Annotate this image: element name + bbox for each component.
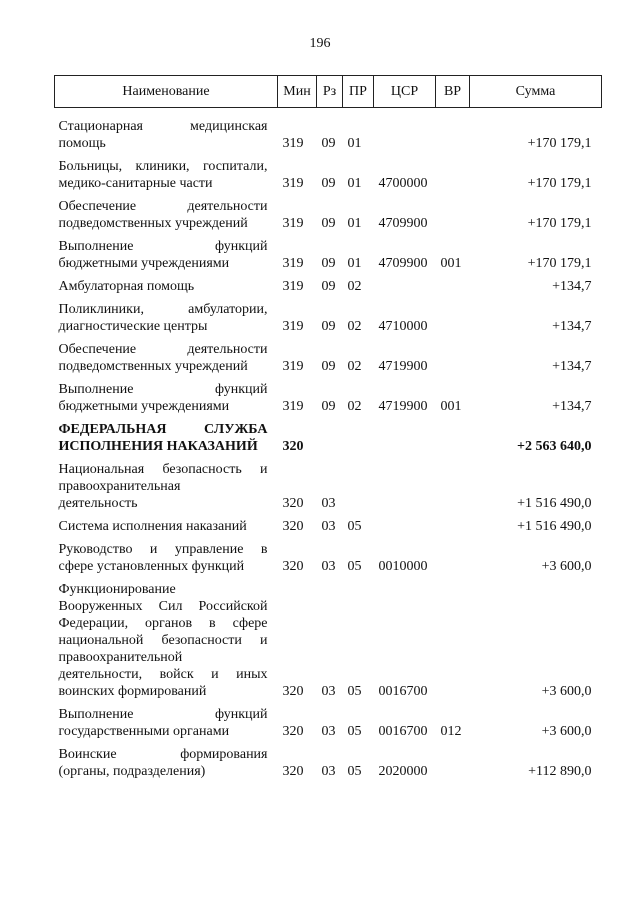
row-name-line: Система исполнения наказаний <box>58 519 247 534</box>
cell-vr <box>436 575 470 700</box>
cell-min: 320 <box>282 439 304 454</box>
row-name-line: Национальная безопасность и <box>58 462 268 477</box>
row-name-line: бюджетными учреждениями <box>58 256 230 271</box>
cell-pr: 01 <box>347 176 362 191</box>
cell-rz: 09 <box>321 176 336 191</box>
cell-rz: 03 <box>321 559 336 574</box>
cell-min: 319 <box>282 399 304 414</box>
cell-min: 319 <box>282 279 304 294</box>
cell-csr <box>374 512 436 535</box>
row-name <box>55 108 278 153</box>
cell-vr <box>436 108 470 153</box>
cell-sum: +1 516 490,0 <box>517 519 592 534</box>
table-row <box>55 740 602 780</box>
cell-rz: 09 <box>321 216 336 231</box>
cell-vr <box>436 455 470 512</box>
table-row <box>55 152 602 192</box>
cell-pr: 02 <box>347 279 362 294</box>
table-row <box>55 415 602 455</box>
cell-min: 319 <box>282 256 304 271</box>
header-csr: ЦСР <box>374 76 436 108</box>
row-name-line: государственными органами <box>58 724 230 739</box>
table-row <box>55 192 602 232</box>
cell-min: 320 <box>282 559 304 574</box>
row-name-line: ИСПОЛНЕНИЯ НАКАЗАНИЙ <box>58 439 258 454</box>
table-body <box>55 108 602 781</box>
cell-min: 319 <box>282 359 304 374</box>
row-name-line: бюджетными учреждениями <box>58 399 230 414</box>
row-name <box>55 575 278 700</box>
row-name-line: Амбулаторная помощь <box>58 279 195 294</box>
cell-pr: 02 <box>347 399 362 414</box>
row-name-line: Поликлиники, амбулатории, <box>58 302 268 317</box>
cell-min: 320 <box>282 724 304 739</box>
row-name-line: Стационарная медицинская <box>58 119 268 134</box>
table-row <box>55 232 602 272</box>
cell-min: 319 <box>282 216 304 231</box>
header-sum: Сумма <box>470 76 602 108</box>
row-name-line: деятельности, войск и иных <box>58 667 268 682</box>
row-name-line: Воинские формирования <box>58 747 268 762</box>
cell-vr: 012 <box>440 724 462 739</box>
cell-rz: 09 <box>321 399 336 414</box>
page-number: 196 <box>309 36 331 51</box>
cell-csr: 4719900 <box>378 399 428 414</box>
cell-csr: 4700000 <box>378 176 428 191</box>
cell-csr: 4719900 <box>378 359 428 374</box>
cell-rz: 03 <box>321 764 336 779</box>
cell-rz <box>317 415 343 455</box>
cell-pr: 02 <box>347 359 362 374</box>
cell-sum: +170 179,1 <box>527 136 592 151</box>
table-row <box>55 700 602 740</box>
row-name-line: Выполнение функций <box>58 707 268 722</box>
cell-csr: 4710000 <box>378 319 428 334</box>
cell-rz: 09 <box>321 256 336 271</box>
row-name <box>55 232 278 272</box>
cell-min: 320 <box>282 496 304 511</box>
budget-table <box>54 75 602 780</box>
cell-vr <box>436 535 470 575</box>
cell-min: 319 <box>282 176 304 191</box>
row-name-line: (органы, подразделения) <box>58 764 206 779</box>
table-row <box>55 535 602 575</box>
row-name-line: деятельность <box>58 496 138 511</box>
row-name <box>55 535 278 575</box>
cell-pr <box>343 455 374 512</box>
cell-rz: 09 <box>321 279 336 294</box>
cell-rz: 03 <box>321 496 336 511</box>
cell-pr: 05 <box>347 559 362 574</box>
table-row <box>55 272 602 295</box>
table-row <box>55 455 602 512</box>
row-name <box>55 455 278 512</box>
cell-rz: 09 <box>321 359 336 374</box>
row-name-line: ФЕДЕРАЛЬНАЯ СЛУЖБА <box>58 422 268 437</box>
cell-sum: +3 600,0 <box>541 724 592 739</box>
row-name-line: Функционирование <box>58 582 176 597</box>
cell-vr: 001 <box>440 399 462 414</box>
row-name-line: медико-санитарные части <box>58 176 213 191</box>
row-name-line: помощь <box>58 136 106 151</box>
cell-sum: +170 179,1 <box>527 176 592 191</box>
cell-sum: +170 179,1 <box>527 216 592 231</box>
cell-csr <box>374 108 436 153</box>
cell-vr <box>436 335 470 375</box>
cell-rz: 09 <box>321 319 336 334</box>
cell-csr: 0016700 <box>378 724 428 739</box>
table-row <box>55 295 602 335</box>
row-name-line: правоохранительная <box>58 479 181 494</box>
cell-rz: 03 <box>321 724 336 739</box>
row-name-line: воинских формирований <box>58 684 207 699</box>
row-name-line: Вооруженных Сил Российской <box>58 599 268 614</box>
row-name-line: правоохранительной <box>58 650 183 665</box>
row-name-line: Выполнение функций <box>58 382 268 397</box>
cell-sum: +112 890,0 <box>528 764 592 779</box>
cell-pr: 01 <box>347 216 362 231</box>
cell-sum: +170 179,1 <box>527 256 592 271</box>
cell-sum: +2 563 640,0 <box>517 439 592 454</box>
cell-csr: 2020000 <box>378 764 428 779</box>
cell-vr <box>436 272 470 295</box>
cell-min: 320 <box>282 764 304 779</box>
row-name-line: Федерации, органов в сфере <box>58 616 268 631</box>
header-vr: ВР <box>436 76 470 108</box>
row-name <box>55 415 278 455</box>
row-name-line: диагностические центры <box>58 319 208 334</box>
table-row <box>55 375 602 415</box>
row-name-line: подведомственных учреждений <box>58 359 248 374</box>
cell-csr: 4709900 <box>378 256 428 271</box>
cell-csr: 0010000 <box>378 559 428 574</box>
cell-sum: +3 600,0 <box>541 684 592 699</box>
cell-sum: +134,7 <box>552 279 592 294</box>
cell-min: 319 <box>282 319 304 334</box>
cell-vr <box>436 152 470 192</box>
cell-pr: 05 <box>347 724 362 739</box>
row-name-line: сфере установленных функций <box>58 559 245 574</box>
cell-vr <box>436 295 470 335</box>
row-name-line: национальной безопасности и <box>58 633 268 648</box>
row-name <box>55 152 278 192</box>
cell-vr <box>436 192 470 232</box>
row-name <box>55 335 278 375</box>
row-name <box>55 375 278 415</box>
table-row <box>55 575 602 700</box>
cell-pr: 05 <box>347 684 362 699</box>
cell-vr: 001 <box>440 256 462 271</box>
table-row <box>55 108 602 153</box>
cell-sum: +3 600,0 <box>541 559 592 574</box>
cell-vr <box>436 415 470 455</box>
row-name <box>55 740 278 780</box>
row-name <box>55 272 278 295</box>
cell-sum: +134,7 <box>552 399 592 414</box>
row-name-line: Выполнение функций <box>58 239 268 254</box>
cell-csr <box>374 272 436 295</box>
row-name-line: Обеспечение деятельности <box>58 342 268 357</box>
cell-csr <box>374 415 436 455</box>
row-name <box>55 295 278 335</box>
row-name <box>55 192 278 232</box>
row-name-line: Обеспечение деятельности <box>58 199 268 214</box>
header-name: Наименование <box>55 76 278 108</box>
row-name-line: Больницы, клиники, госпитали, <box>58 159 268 174</box>
cell-sum: +134,7 <box>552 359 592 374</box>
cell-rz: 03 <box>321 519 336 534</box>
cell-sum: +134,7 <box>552 319 592 334</box>
cell-pr: 05 <box>347 764 362 779</box>
cell-rz: 03 <box>321 684 336 699</box>
row-name <box>55 700 278 740</box>
cell-min: 319 <box>282 136 304 151</box>
cell-pr: 01 <box>347 256 362 271</box>
cell-min: 320 <box>282 519 304 534</box>
cell-rz: 09 <box>321 136 336 151</box>
cell-csr <box>374 455 436 512</box>
cell-csr: 0016700 <box>378 684 428 699</box>
header-min: Мин <box>278 76 317 108</box>
cell-vr <box>436 740 470 780</box>
row-name <box>55 512 278 535</box>
table-row <box>55 512 602 535</box>
cell-min: 320 <box>282 684 304 699</box>
header-pr: ПР <box>343 76 374 108</box>
cell-pr: 05 <box>347 519 362 534</box>
table-header <box>55 76 602 108</box>
cell-sum: +1 516 490,0 <box>517 496 592 511</box>
row-name-line: подведомственных учреждений <box>58 216 248 231</box>
cell-pr: 02 <box>347 319 362 334</box>
cell-pr <box>343 415 374 455</box>
cell-pr: 01 <box>347 136 362 151</box>
cell-csr: 4709900 <box>378 216 428 231</box>
row-name-line: Руководство и управление в <box>58 542 268 557</box>
table-row <box>55 335 602 375</box>
cell-vr <box>436 512 470 535</box>
header-rz: Рз <box>317 76 343 108</box>
